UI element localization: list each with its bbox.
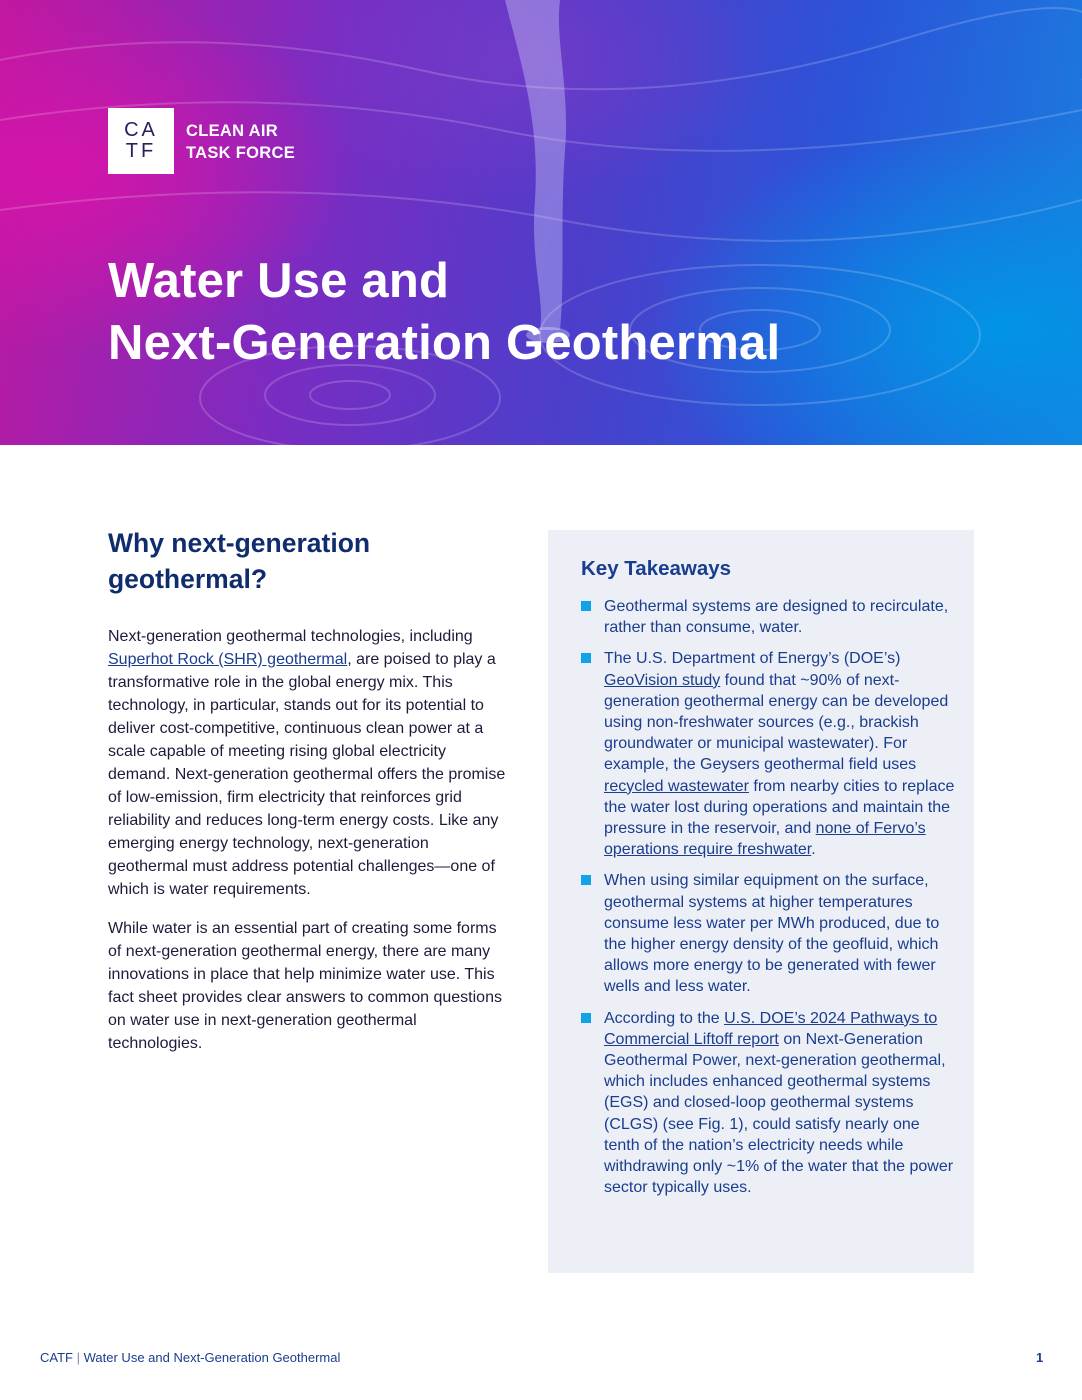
key-takeaways-box [548, 530, 974, 1273]
takeaway-item-1 [581, 596, 956, 638]
takeaways-list [581, 596, 956, 1208]
page-title [108, 250, 780, 374]
bullet-square-icon [581, 1013, 591, 1023]
takeaway-2-text-d: . [811, 841, 816, 859]
heading-line-2: geothermal? [108, 564, 268, 594]
title-line-1: Water Use and [108, 254, 450, 308]
bullet-square-icon [581, 653, 591, 663]
page-number: 1 [1036, 1350, 1044, 1365]
catf-logo-mark [108, 108, 174, 174]
takeaway-2-text-a: The U.S. Department of Energy’s (DOE’s) [604, 650, 901, 668]
intro-paragraph-2: While water is an essential part of creating some forms of next-generation geothermal energy, there are many innovations in place that help minimize water use. This fact sheet provides clear answers to common questions on water use in next-generation geothermal technologies. [108, 920, 502, 1052]
footer-doc-title: Water Use and Next-Generation Geothermal [83, 1350, 341, 1365]
intro-paragraph-1 [108, 625, 508, 901]
heading-line-1: Why next-generation [108, 528, 371, 558]
takeaway-4-text-b: on Next-Generation Geothermal Power, next-generation geothermal, which includes enhanced geothermal systems (EGS) and closed-loop geothermal systems (CLGS) (see Fig. 1), could satisfy nearly one tenth of the nation’s electricity needs while withdrawing only ~1% of the water that the power sector typically uses. [604, 1030, 954, 1197]
takeaway-4-text-a: According to the [604, 1009, 725, 1027]
logo-line-2: TASK FORCE [186, 143, 296, 162]
takeaway-2-text-c: from nearby cities to replace the water lost during operations and maintain the pressure in the reservoir, and [604, 777, 955, 838]
bullet-square-icon [581, 601, 591, 611]
logo-wordmark [186, 121, 295, 164]
takeaway-item-4 [581, 1008, 956, 1199]
key-takeaways-heading: Key Takeaways [581, 557, 732, 580]
hero-banner [0, 0, 1082, 445]
title-line-2: Next-Generation Geothermal [108, 316, 781, 370]
logo-mark-bottom: TF [125, 140, 157, 162]
takeaway-item-3 [581, 870, 956, 997]
footer-separator: | [76, 1350, 80, 1365]
logo-mark-top: CA [124, 119, 158, 141]
takeaway-2-text-b: found that ~90% of next-generation geothermal energy can be developed using non-freshwater sources (e.g., brackish groundwater or municipal wastewater). For example, the Geysers geothermal field uses [604, 671, 949, 774]
intro-section [108, 525, 508, 1055]
takeaway-1-text: Geothermal systems are designed to recirculate, rather than consume, water. [604, 598, 949, 637]
bullet-square-icon [581, 875, 591, 885]
recycled-wastewater-link[interactable]: recycled wastewater [604, 777, 749, 795]
takeaway-3-text: When using similar equipment on the surface, geothermal systems at higher temperatures consume less water per MWh produced, due to the higher energy density of the geofluid, which allows more energy to be generated with fewer wells and less water. [604, 872, 940, 996]
p1-text-end: , are poised to play a transformative role in the global energy mix. This technology, in particular, stands out for its potential to deliver cost-competitive, continuous clean power at a scale capable of meeting rising global electricity demand. Next-generation geothermal offers the promise of low-emission, firm electricity that reinforces grid reliability and reduces long-term energy costs. Like any emerging energy technology, next-generation geothermal must address potential challenges—one of which is water requirements. [108, 651, 506, 898]
geovision-study-link[interactable]: GeoVision study [604, 671, 721, 689]
page-footer [40, 1350, 340, 1365]
fervo-operations-link[interactable]: none of Fervo’s operations require freshwater [604, 820, 926, 859]
takeaway-item-2 [581, 648, 956, 860]
superhot-rock-link[interactable]: Superhot Rock (SHR) geothermal [108, 651, 348, 668]
section-heading [108, 525, 508, 597]
liftoff-report-link[interactable]: U.S. DOE’s 2024 Pathways to Commercial Liftoff report [604, 1009, 938, 1048]
logo-line-1: CLEAN AIR [186, 122, 278, 140]
p1-text-start: Next-generation geothermal technologies, including [108, 628, 473, 645]
water-ripple-graphic [0, 0, 1082, 445]
footer-org: CATF [40, 1350, 73, 1365]
